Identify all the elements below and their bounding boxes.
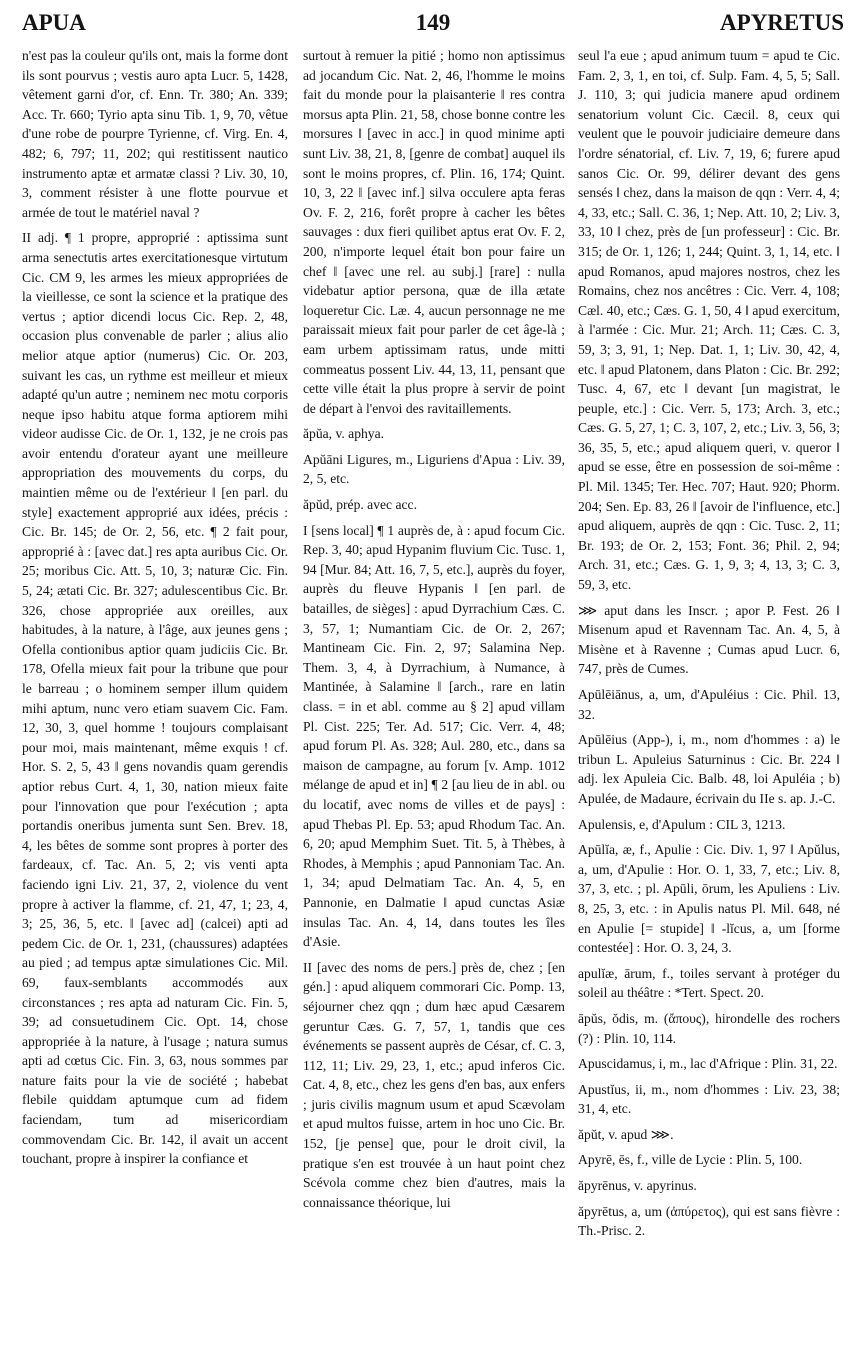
entry-paragraph: ăpŭa, v. aphya. (303, 426, 385, 442)
entry-paragraph: ăpŭd, prép. avec acc. (303, 497, 417, 513)
entry-paragraph: Apūlĭa, æ, f., Apulie : Cic. Div. 1, 97 ‖ Apŭlus, a, um, d'Apulie : Hor. O. 1, 33, 7, etc.; Liv. 8, 37, 3, etc. ; pl. Apūli, ōrum, les Apuliens : Liv. 8, 25, 3, etc. : in Apulis natus Pl. Mil. 648, né en Apulie [= stupide] ‖ -lĭcus, a, um [forme contestée] : Hor. O. 3, 24, 3. (578, 842, 840, 956)
entry-paragraph: Apūlēius (App-), i, m., nom d'hommes : a) le tribun L. Apuleius Saturninus : Cic. Br. 224 ‖ adj. lex Apuleia Cic. Balb. 48, loi Apuléia ; b) Apulée, de Madaure, écrivain du IIe s. ap. J.-C. (578, 732, 840, 806)
entry-paragraph: Apustĭus, ii, m., nom d'hommes : Liv. 23, 38; 31, 4, etc. (578, 1081, 840, 1117)
page-header (22, 4, 844, 44)
entry-paragraph: ăpyrētus, a, um (ἀπύρετος), qui est sans fièvre : Th.-Prisc. 2. (578, 1203, 840, 1239)
entry-paragraph: Apulensis, e, d'Apulum : CIL 3, 1213. (578, 816, 786, 832)
entry-paragraph: Apuscidamus, i, m., lac d'Afrique : Plin. 31, 22. (578, 1056, 838, 1072)
page-number: 149 (415, 10, 451, 35)
entry-paragraph: ăpyrēnus, v. apyrinus. (578, 1178, 697, 1194)
entry-paragraph: ⋙ aput dans les Inscr. ; apor P. Fest. 26 ‖ Misenum apud et Ravennam Tac. An. 4, 5, à Misène et à Ravenne ; Cumas apud Lucr. 6, 747, près de Cumes. (578, 602, 840, 677)
entry-paragraph: I [sens local] ¶ 1 auprès de, à : apud focum Cic. Rep. 3, 40; apud Hypanim fluvium Cic. Tusc. 1, 94 [Mur. 84; Att. 16, 7, 5, etc.], auprès du foyer, auprès du fleuve Hypanis ‖ [en parl. de batailles, de sièges] : apud Dyrrachium Cæs. C. 3, 57, 1; Numantiam Cic. de Or. 2, 267; Mantineam Cic. Fin. 2, 97; Salamina Nep. Them. 3, 4, à Dyrrachium, à Numance, à Mantinée, à Salamine ‖ [arch., rare en latin class. = in et abl. comme au § 2] apud villam Pl. Cist. 225; Ter. Ad. 517; Cic. Verr. 4, 48; apud forum Pl. As. 328; Aul. 280, etc., dans sa maison de campagne, au forum [v. Amp. 1012 mélange de apud et in] ¶ 2 [au lieu de in abl. ou du locatif, avec noms de villes et de pays] : apud Thebas Pl. Ep. 53; apud Rhodum Tac. An. 6, 20; apud Memphim Suet. Tit. 5, à Thèbes, à Rhodes, à Memphis ; apud Pannoniam Tac. An. 1, 34; apud Delmatiam Tac. An. 4, 5, en Pannonie, en Dalmatie ‖ apud cunctas Asiæ insulas Tac. An. 4, 14, dans toutes les îles d'Asie. (303, 522, 565, 950)
entry-paragraph: seul l'a eue ; apud animum tuum = apud te Cic. Fam. 2, 3, 1, en toi, cf. Sulp. Fam. 4, 5, 5; Sall. J. 110, 3; qui judicia manere apud ordinem senatorium volunt Cic. Cæcil. 8, ceux qui veulent que le pouvoir judiciaire demeure dans l'ordre sénatorial, cf. Liv. 7, 19, 6; furere apud sanos Cic. Or. 99, délirer devant des gens sensés ‖ chez, dans la maison de qqn : Verr. 4, 4; 4, 33, etc.; Sall. C. 36, 1; Nep. Att. 10, 2; Liv. 3, 33, 10 ‖ chez, près de [un professeur] : Cic. Br. 315; de Or. 1, 126; 1, 244; Quint. 3, 1, 14, etc. ‖ apud Romanos, apud majores nostros, chez les Romains, chez nos ancêtres : Cic. Verr. 4, 108; Cæl. 40, etc.; Cæs. G. 1, 50, 4 ‖ apud exercitum, à l'armée : Cic. Mur. 21; Arch. 11; Cæs. C. 3, 59, 3; 3, 91, 1; Nep. Dat. 1, 1; Liv. 30, 42, 4, etc. ‖ apud Platonem, dans Platon : Cic. Br. 292; Tusc. 4, 67, etc ‖ devant [un magistrat, le peuple, etc.] : Cic. Verr. 5, 173; Arch. 3, etc.; Cæs. G. 5, 27, 1; C. 3, 107, 2, etc.; Liv. 3, 56, 3; 36, 35, 5, etc.; apud aliquem queri, v. queror ‖ apud se esse, être en possession de soi-même : Pl. Mil. 1345; Ter. Hec. 707; Haut. 920; Phorm. 204; Sen. Ep. 83, 26 ‖ [avoir de l'influence, etc.] apud aliquem, auprès de qqn : Cic. Tusc. 2, 11; Br. 193; de Or. 2, 153; Font. 36; Phil. 2, 94; Arch. 31, etc.; Cæs. G. 1, 9, 3; 4, 13, 3; C. 3, 59, 3, etc. (578, 48, 840, 593)
entry-paragraph: surtout à remuer la pitié ; homo non aptissimus ad jocandum Cic. Nat. 2, 46, l'homme le moins fait du monde pour la plaisanterie ‖ res contra morsus apta Plin. 21, 58, chose bonne contre les morsures ‖ [avec in acc.] in quod minime apti sunt Liv. 38, 21, 8, [genre de combat] auquel ils sont le moins propres, cf. Plin. 16, 174; Quint. 10, 3, 22 ‖ [avec inf.] silva occulere apta feras Ov. F. 2, 216, forêt propre à cacher les bêtes sauvages : dux fieri quilibet aptus erat Ov. F. 2, 200, n'importe lequel était bon pour faire un chef ‖ [avec une rel. au subj.] [rare] : nulla videbatur aptior persona, quæ de illa ætate loqueretur Cic. Læ. 4, aucun personnage ne me paraissait mieux fait pour parler de cet âge-là ; eam urbem aptissimam ratus, unde mitti commeatus possent Liv. 44, 13, 11, pensant que cette ville était la plus propre à servir de point de départ à l'envoi des ravitaillements. (303, 48, 565, 416)
column-2 (303, 46, 565, 1344)
entry-paragraph: Apŭāni Ligures, m., Liguriens d'Apua : Liv. 39, 2, 5, etc. (303, 451, 565, 487)
running-head-right: APYRETUS (720, 10, 844, 35)
entry-paragraph: II adj. ¶ 1 propre, approprié : aptissima sunt arma senectutis artes exercitationesque virtutum Cic. CM 9, les armes les mieux appropriées de la vieillesse, ce sont la science et la pratique des vertus ; aptior dicendi locus Cic. Rep. 2, 48, occasion plus convenable de parler ; alius alio melior atque aptior (numerus) Cic. Or. 203, suivant les cas, un rythme est meilleur et mieux adapté qu'un autre ; neminem nec motu corporis neque ipso habitu atque forma aptiorem mihi videor audisse Cic. de Or. 1, 132, je ne crois pas avoir entendu d'orateur ayant une meilleure appropriation des mouvements du corps, du maintien même ou de l'extérieur ‖ [en parl. du style] exactement approprié aux idées, précis : Cic. Br. 145; de Or. 2, 56, etc. ¶ 2 fait pour, approprié à : [avec dat.] res apta auribus Cic. Or. 25; moribus Cic. Att. 5, 10, 3; naturæ Cic. Fin. 5, 24; ætati Cic. Br. 327; adulescentibus Cic. Br. 326, chose appropriée aux oreilles, aux habitudes, à la nature, à l'âge, aux jeunes gens ; Ofella contionibus aptior quam judiciis Cic. Br. 178, Ofella mieux fait pour la tribune que pour le barreau ; o hominem semper illum quidem mihi aptum, nunc vero etiam suavem Cic. Fam. 12, 30, 3, quel homme ! toujours complaisant pour moi, mais maintenant, même exquis ! cf. Hor. S. 2, 5, 43 ‖ gens novandis quam gerendis aptior rebus Curt. 4, 1, 30, nation mieux faite pour l'innovation que pour l'exécution ; apta portandis oneribus jumenta sunt Sen. Brev. 18, 4, les bêtes de somme sont propres à porter des fardeaux, cf. Tac. An. 5, 2; vis venti apta faciendo igni Liv. 21, 37, 2, violence du vent propre à activer la flamme, cf. 21, 47, 1; 23, 4, 3; 25, 36, 5, etc. ‖ [avec ad] (calcei) apti ad pedem Cic. de Or. 1, 231, (chaussures) adaptées au pied ; ad tempus aptæ simulationes Cic. Mil. 69, faux-semblants accommodés aux circonstances ; res apta ad naturam Cic. Fin. 5, 39; ad consuetudinem Cic. Opt. 14, chose appropriée à la nature, à l'usage ; natura sumus apti ad cœtus Cic. Fin. 3, 63, nous sommes par nature faits pour la vie de société ; habebat flebile quiddam aptumque cum ad fidem faciendam, tum ad misericordiam commovendam Cic. Br. 142, il avait un accent touchant, propre à inspirer la confiance et (22, 230, 288, 1167)
column-1 (22, 46, 288, 1344)
column-3 (578, 46, 840, 1344)
entry-paragraph: apulĭæ, ārum, f., toiles servant à protéger du soleil au théâtre : *Tert. Spect. 20. (578, 965, 840, 1001)
entry-paragraph: II [avec des noms de pers.] près de, chez ; [en gén.] : apud aliquem commorari Cic. Pomp. 13, séjourner chez qqn ; dum hæc apud Cæsarem geruntur Cæs. G. 7, 57, 1, tandis que ces événements se passent auprès de César, cf. C. 3, 112, 11; Liv. 29, 23, 1, etc.; apud inferos Cic. Cat. 4, 8, etc., chez les gens d'en bas, aux enfers ; juris civilis magnum usum et apud Scævolam et apud multos fuisse, artem in hoc uno Cic. Br. 152, [je pense] que, pour le droit civil, la pratique s'en est trouvée à un haut point chez Scévola comme chez bien d'autres, mais la connaissance théorique, lui (303, 959, 565, 1210)
entry-paragraph: āpŭs, ŏdis, m. (ἄπους), hirondelle des rochers (?) : Plin. 10, 114. (578, 1010, 840, 1046)
entry-paragraph: ăpŭt, v. apud ⋙. (578, 1126, 674, 1142)
entry-paragraph: n'est pas la couleur qu'ils ont, mais la forme dont ils sont pourvus ; vestis auro apta Lucr. 5, 1428, vêtement garni d'or, cf. Enn. Tr. 380; An. 339; Acc. Tr. 660; Tyrio apta sinu Tib. 1, 9, 70, vêtue d'une robe de pourpre Tyrienne, cf. Virg. En. 4, 482; 6, 797; 11, 202; qui restitissent nautico instrumento aptæ et armatæ classi ? Liv. 30, 10, 3, comment résister à une flotte pourvue et armée de tout le matériel naval ? (22, 48, 288, 220)
entry-paragraph: Apyrē, ēs, f., ville de Lycie : Plin. 5, 100. (578, 1152, 803, 1168)
entry-paragraph: Apūlēiānus, a, um, d'Apuléius : Cic. Phil. 13, 32. (578, 687, 840, 722)
running-head-left: APUA (22, 10, 86, 35)
